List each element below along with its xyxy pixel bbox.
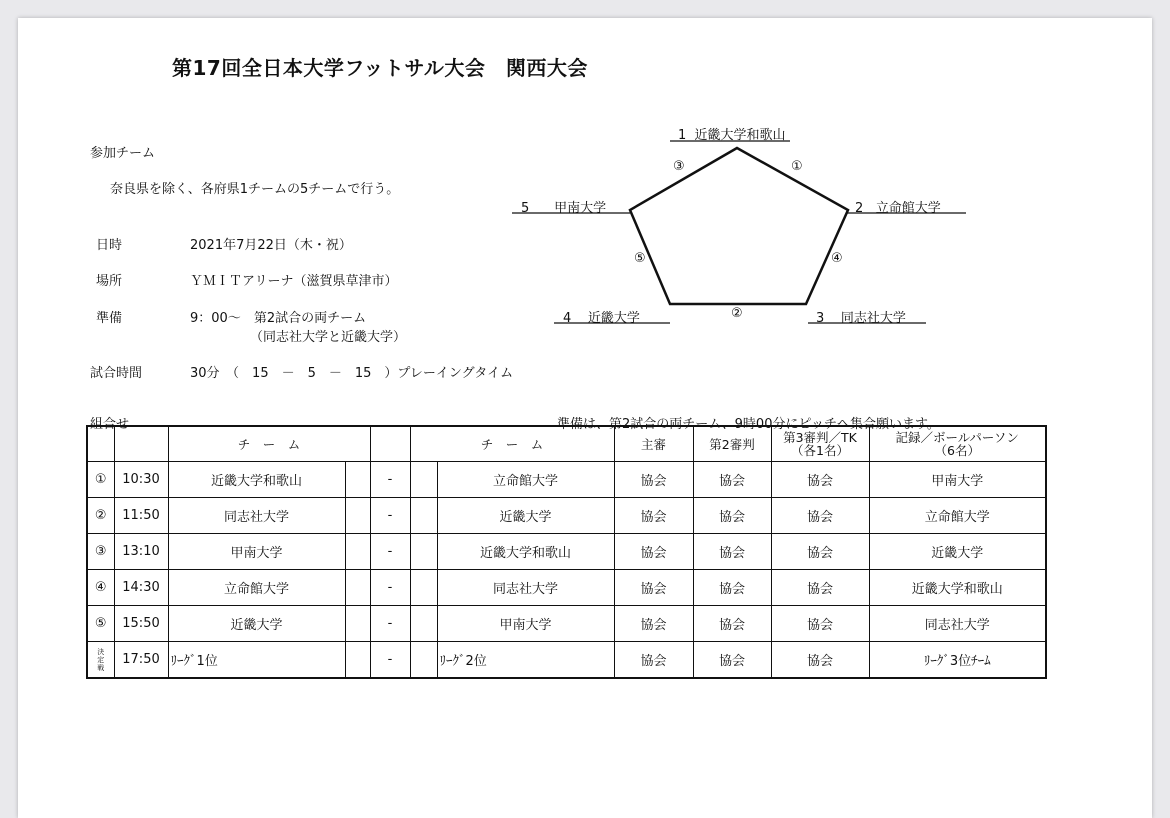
edge-mark-3: ③	[673, 159, 685, 174]
team-b: 近畿大学和歌山	[437, 534, 614, 570]
match-number: ③	[87, 534, 114, 570]
score-a	[345, 570, 370, 606]
place-value: ＹＭＩＴアリーナ（滋賀県草津市）	[190, 274, 398, 289]
match-time: 17:50	[114, 642, 168, 679]
second-referee: 協会	[693, 534, 771, 570]
second-referee: 協会	[693, 462, 771, 498]
header-chief-referee: 主審	[614, 426, 693, 462]
team-b: 立命館大学	[437, 462, 614, 498]
date-value: 2021年7月22日（木・祝）	[190, 238, 352, 253]
table-row	[87, 498, 1046, 534]
final-match-label: 決定戦	[87, 642, 114, 679]
header-vs	[370, 426, 410, 462]
pentagon-team-5: 5 甲南大学	[521, 201, 607, 216]
record-team: 近畿大学	[869, 534, 1046, 570]
second-referee: 協会	[693, 570, 771, 606]
table-row	[87, 570, 1046, 606]
match-number: ②	[87, 498, 114, 534]
prep-value-2: （同志社大学と近畿大学）	[250, 330, 407, 345]
header-record: 記録／ボールパーソン （6名）	[869, 426, 1046, 462]
score-b	[410, 606, 437, 642]
record-team: 立命館大学	[869, 498, 1046, 534]
participants-heading: 参加チーム	[90, 146, 156, 161]
match-number: ⑤	[87, 606, 114, 642]
match-number: ①	[87, 462, 114, 498]
score-b	[410, 462, 437, 498]
match-time: 15:50	[114, 606, 168, 642]
edge-mark-4: ④	[831, 251, 843, 266]
header-third-referee: 第3審判／TK （各1名）	[771, 426, 869, 462]
team-a: 同志社大学	[168, 498, 345, 534]
chief-referee: 協会	[614, 498, 693, 534]
third-referee: 協会	[771, 570, 869, 606]
record-team: 甲南大学	[869, 462, 1046, 498]
team-b: 甲南大学	[437, 606, 614, 642]
header-second-referee: 第2審判	[693, 426, 771, 462]
header-team-a: チ ー ム	[168, 426, 370, 462]
third-referee: 協会	[771, 462, 869, 498]
score-a	[345, 642, 370, 679]
match-time: 11:50	[114, 498, 168, 534]
record-team: 同志社大学	[869, 606, 1046, 642]
date-label: 日時	[96, 238, 123, 253]
team-a: ﾘｰｸﾞ1位	[168, 642, 345, 679]
match-time-label: 試合時間	[90, 366, 143, 381]
document-title: 第17回全日本大学フットサル大会 関西大会	[172, 56, 588, 80]
team-a: 甲南大学	[168, 534, 345, 570]
participants-description: 奈良県を除く、各府県1チームの5チームで行う。	[110, 182, 400, 197]
second-referee: 協会	[693, 498, 771, 534]
edge-mark-2: ②	[731, 306, 743, 321]
third-referee: 協会	[771, 642, 869, 679]
match-time-value: 30分 （ 15 － 5 － 15 ）プレーイングタイム	[190, 366, 514, 381]
table-row	[87, 534, 1046, 570]
chief-referee: 協会	[614, 606, 693, 642]
match-time: 14:30	[114, 570, 168, 606]
prep-value-1: 9：00～ 第2試合の両チーム	[190, 311, 367, 326]
chief-referee: 協会	[614, 462, 693, 498]
edge-mark-1: ①	[791, 159, 803, 174]
table-row	[87, 606, 1046, 642]
match-time: 10:30	[114, 462, 168, 498]
team-a: 立命館大学	[168, 570, 345, 606]
score-b	[410, 498, 437, 534]
third-referee: 協会	[771, 534, 869, 570]
edge-mark-5: ⑤	[634, 251, 646, 266]
second-referee: 協会	[693, 642, 771, 679]
prep-label: 準備	[96, 311, 123, 326]
team-b: 同志社大学	[437, 570, 614, 606]
vs-dash: -	[370, 570, 410, 606]
vs-dash: -	[370, 606, 410, 642]
third-referee: 協会	[771, 606, 869, 642]
pentagon-team-1: 1 近畿大学和歌山	[678, 128, 786, 143]
score-a	[345, 498, 370, 534]
header-no	[87, 426, 114, 462]
match-number: ④	[87, 570, 114, 606]
score-a	[345, 606, 370, 642]
pentagon-team-2: 2 立命館大学	[855, 201, 941, 216]
header-team-b: チ ー ム	[410, 426, 614, 462]
pentagon-team-3: 3 同志社大学	[816, 311, 906, 326]
vs-dash: -	[370, 462, 410, 498]
vs-dash: -	[370, 642, 410, 679]
match-schedule-table	[86, 425, 1047, 679]
team-b: 近畿大学	[437, 498, 614, 534]
record-team: 近畿大学和歌山	[869, 570, 1046, 606]
place-label: 場所	[96, 274, 123, 289]
chief-referee: 協会	[614, 642, 693, 679]
score-b	[410, 570, 437, 606]
second-referee: 協会	[693, 606, 771, 642]
match-time: 13:10	[114, 534, 168, 570]
pentagon-team-4: 4 近畿大学	[563, 311, 640, 326]
vs-dash: -	[370, 534, 410, 570]
third-referee: 協会	[771, 498, 869, 534]
score-a	[345, 534, 370, 570]
table-row	[87, 462, 1046, 498]
team-a: 近畿大学和歌山	[168, 462, 345, 498]
chief-referee: 協会	[614, 534, 693, 570]
score-b	[410, 534, 437, 570]
score-b	[410, 642, 437, 679]
combination-heading: 組合せ	[90, 417, 130, 432]
pentagon-shape	[630, 148, 848, 304]
final-match-row	[87, 642, 1046, 679]
record-team: ﾘｰｸﾞ3位ﾁｰﾑ	[869, 642, 1046, 679]
table-header-row	[87, 426, 1046, 462]
header-time	[114, 426, 168, 462]
chief-referee: 協会	[614, 570, 693, 606]
team-a: 近畿大学	[168, 606, 345, 642]
team-b: ﾘｰｸﾞ2位	[437, 642, 614, 679]
vs-dash: -	[370, 498, 410, 534]
gathering-note: 準備は、第2試合の両チーム、9時00分にピッチへ集合願います。	[557, 417, 940, 432]
score-a	[345, 462, 370, 498]
